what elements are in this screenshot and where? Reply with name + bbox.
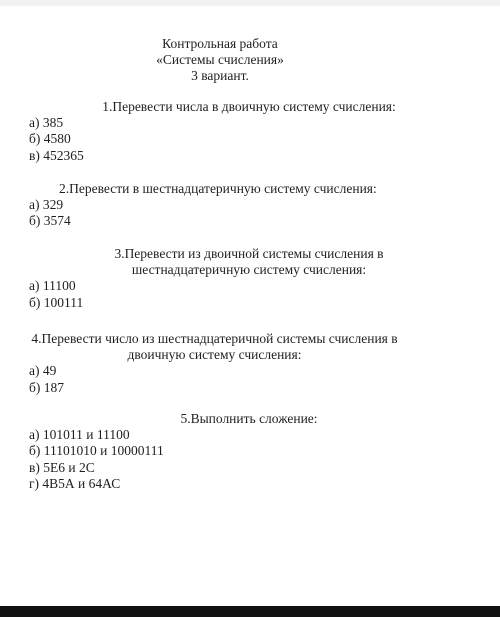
task-4-title: 4.Перевести число из шестнадцатеричной системы счисления в двоичную систему счисления: <box>31 331 402 363</box>
task-4 <box>29 331 469 396</box>
header-title: Контрольная работа <box>162 36 278 51</box>
task-2 <box>29 181 469 230</box>
header-variant: 3 вариант. <box>191 68 249 83</box>
header-subject: «Системы счисления» <box>156 52 284 67</box>
task-3 <box>29 246 469 311</box>
task-5 <box>29 411 469 492</box>
task-1-item-c: в) 452365 <box>29 147 84 163</box>
task-5-item-a: а) 101011 и 11100 <box>29 427 130 443</box>
task-2-item-a: а) 329 <box>29 197 64 213</box>
task-5-title: 5.Выполнить сложение: <box>180 411 318 426</box>
bottom-edge <box>0 606 500 617</box>
task-3-item-a: а) 11100 <box>29 278 76 294</box>
task-1-item-b: б) 4580 <box>29 131 71 147</box>
task-3-item-b: б) 100111 <box>29 294 84 310</box>
task-2-title: 2.Перевести в шестнадцатеричную систему счисления: <box>59 181 377 196</box>
task-1 <box>29 99 469 164</box>
task-5-item-c: в) 5Е6 и 2С <box>29 459 95 475</box>
document-page <box>0 6 500 606</box>
task-1-title: 1.Перевести числа в двоичную систему счисления: <box>102 99 396 114</box>
task-2-item-b: б) 3574 <box>29 213 71 229</box>
task-5-item-d: г) 4В5А и 64АС <box>29 475 121 491</box>
task-4-item-b: б) 187 <box>29 379 64 395</box>
task-3-title: 3.Перевести из двоичной системы счисления в шестнадцатеричную систему счисления: <box>114 246 387 278</box>
task-4-item-a: а) 49 <box>29 363 57 379</box>
document-header <box>0 36 440 84</box>
task-5-item-b: б) 11101010 и 10000111 <box>29 443 164 459</box>
task-1-item-a: а) 385 <box>29 115 64 131</box>
